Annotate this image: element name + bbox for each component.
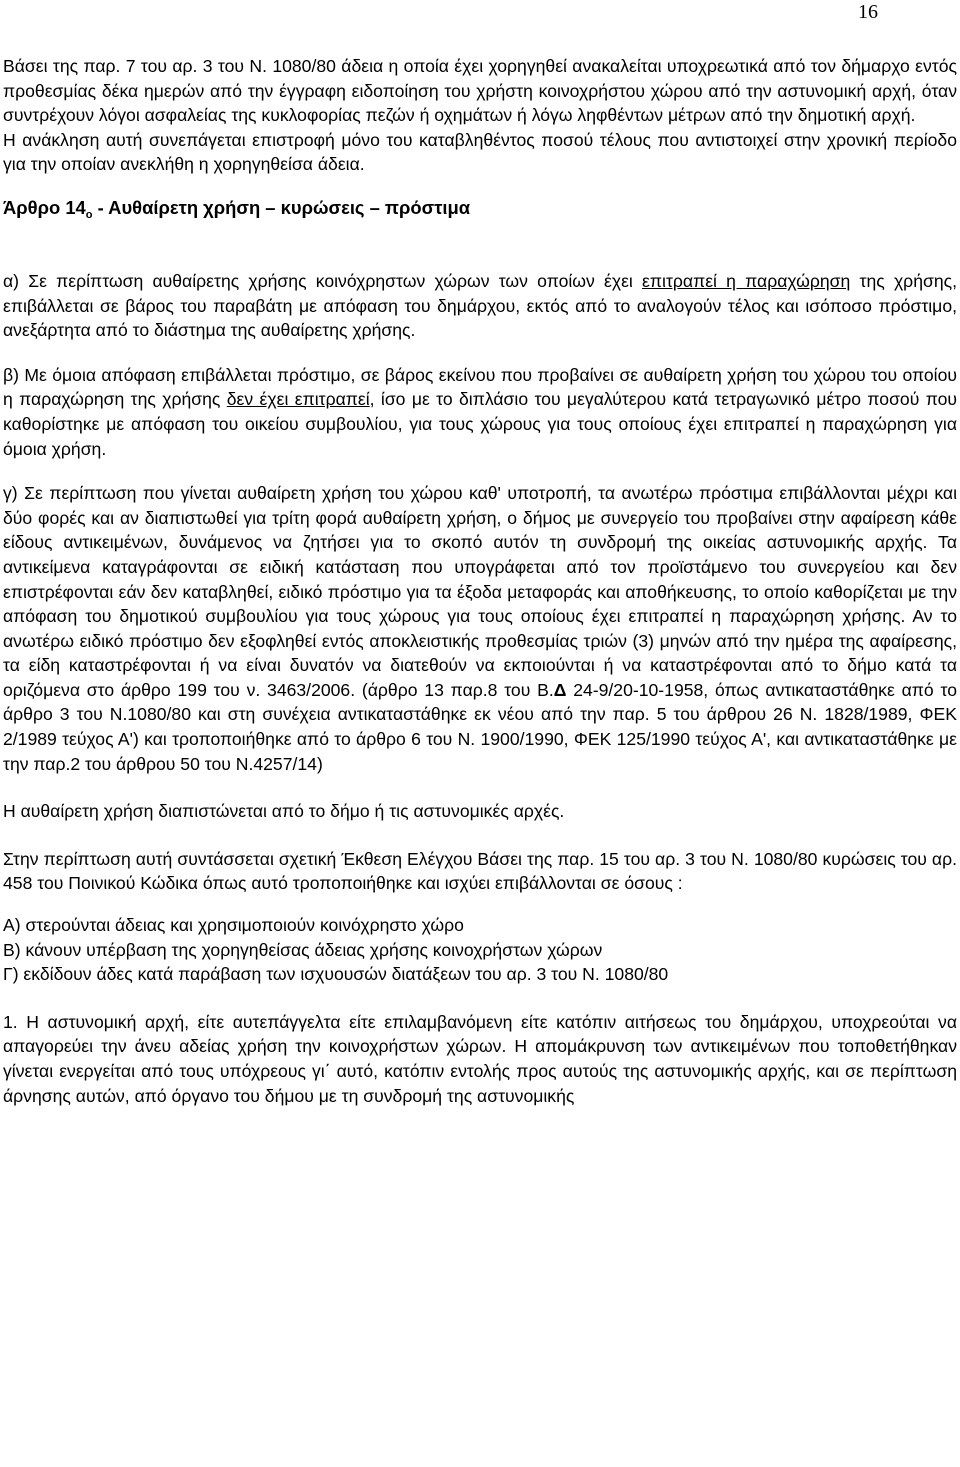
article-heading	[3, 195, 957, 224]
paragraph-b	[3, 363, 957, 461]
article-heading-title: - Αυθαίρετη χρήση – κυρώσεις – πρόστιμα	[92, 196, 471, 218]
paragraph-c-bold: Δ	[553, 679, 567, 700]
paragraph-d: Η αυθαίρετη χρήση διαπιστώνεται από το δήμο ή τις αστυνομικές αρχές.	[3, 801, 565, 822]
numbered-item-1: 1. Η αστυνομική αρχή, είτε αυτεπάγγελτα είτε επιλαμβανόμενη είτε κατόπιν αιτήσεως του δημάρχου, υποχρεούται να απαγορεύει την άνευ αδείας χρήση την κοινοχρήστων χώρων. Η απομάκρυνση των αντικειμένων που τοποθετήθηκαν γίνεται ενεργείται από τους υπόχρεους γι΄ αυτό, κατόπιν εντολής προς αυτούς της αστυνομικής αρχής, και σε περίπτωση άρνησης αυτών, από όργανο του δήμου με τη συνδρομή της αστυνομικής	[3, 1011, 957, 1106]
list-item: Β) κάνουν υπέρβαση της χορηγηθείσας άδειας χρήσης κοινοχρήστων χώρων	[3, 939, 603, 960]
paragraph-a-underlined: επιτραπεί η παραχώρηση	[642, 270, 851, 291]
paragraph-b-text-end: , ίσο με το διπλάσιο του μεγαλύτερου κατά τετραγωνικό μέτρο ποσού που καθορίστηκε με απόφαση του οικείου συμβουλίου, για τους χώρους για τους οποίους έχει επιτραπεί η παραχώρηση για όμοια χρήση.	[3, 389, 957, 459]
article-heading-ordinal: ο	[85, 208, 93, 221]
list-item: Α) στερούνται άδειας και χρησιμοποιούν κοινόχρηστο χώρο	[3, 915, 464, 936]
intro-paragraph-2: Η ανάκληση αυτή συνεπάγεται επιστροφή μόνο του καταβληθέντος ποσού τέλους που αντιστοιχεί στην χρονική περίοδο για την οποίαν ανεκλήθη η χορηγηθείσα άδεια.	[3, 129, 957, 175]
document-body	[3, 54, 957, 1108]
paragraph-a-text: α) Σε περίπτωση αυθαίρετης χρήσης κοινόχρηστων χώρων των οποίων έχει	[3, 270, 643, 291]
paragraph-b-text: β) Με όμοια απόφαση επιβάλλεται πρόστιμο, σε βάρος εκείνου που προβαίνει σε αυθαίρετη χρήση του χώρου του οποίου η παραχώρηση της χρήσης	[3, 364, 957, 410]
paragraph-a-text-end: της χρήσης, επιβάλλεται σε βάρος του παραβάτη με απόφαση του δημάρχου, εκτός από το αναλογούν τέλος και ισόποσο πρόστιμο, ανεξάρτητα από το διάστημα της αυθαίρετης χρήσης.	[3, 270, 957, 341]
list-item: Γ) εκδίδουν άδες κατά παράβαση των ισχυουσών διατάξεων του αρ. 3 του Ν. 1080/80	[3, 964, 669, 985]
article-heading-prefix: Άρθρο 14	[3, 196, 86, 218]
paragraph-c	[3, 481, 957, 776]
paragraph-c-text: γ) Σε περίπτωση που γίνεται αυθαίρετη χρήση του χώρου καθ' υποτροπή, τα ανωτέρω πρόστιμα επιβάλλονται μέχρι και δύο φορές και αν διαπιστωθεί για τρίτη φορά αυθαίρετη χρήση, ο δήμος με συνεργείο του προβαίνει στην αφαίρεση κάθε είδους αντικειμένων, δυνάμενος να ζητήσει για το σκοπό αυτόν τη συνδρομή της οικείας αστυνομικής αρχής. Τα αντικείμενα καταγράφονται σε ειδική κατάσταση που υπογράφεται από τον προϊστάμενο του συνεργείου και δεν επιστρέφονται εάν δεν καταβληθεί, ειδικό πρόστιμο για τα έξοδα μεταφοράς και αποθήκευσης, το οποίο καθορίζεται με την απόφαση του δημοτικού συμβουλίου για τους χώρους για τους οποίους έχει επιτραπεί η παραχώρηση χρήσης. Αν το ανωτέρω ειδικό πρόστιμο δεν εξοφληθεί εντός αποκλειστικής προθεσμίας τριών (3) μηνών από την ημέρα της αφαίρεσης, τα είδη καταστρέφονται ή να είναι δυνατόν να διατεθούν να εκποιούνται ή να καταστρέφονται από το δήμο κατά τα οριζόμενα στο άρθρο 199 του ν. 3463/2006. (άρθρο 13 παρ.8 του Β.	[3, 483, 957, 700]
intro-paragraph-1: Βάσει της παρ. 7 του αρ. 3 του Ν. 1080/80 άδεια η οποία έχει χορηγηθεί ανακαλείται υποχρεωτικά από τον δήμαρχο εντός προθεσμίας δέκα ημερών από την έγγραφη ειδοποίηση του χρήστη κοινοχρήστου χώρου από την αστυνομική αρχή, όταν συντρέχουν λόγοι ασφαλείας της κυκλοφορίας πεζών ή οχημάτων ή λόγω ληφθέντων μέτρων από την δημοτική αρχή.	[3, 56, 957, 126]
paragraph-c-text-end: 24-9/20-10-1958, όπως αντικαταστάθηκε από το άρθρο 3 του Ν.1080/80 και στη συνέχεια αντικαταστάθηκε εκ νέου από την παρ. 5 του άρθρου 26 Ν. 1828/1989, ΦΕΚ 2/1989 τεύχος Α') και τροποποιήθηκε από το άρθρο 6 του Ν. 1900/1990, ΦΕΚ 125/1990 τεύχος Α', και αντικαταστάθηκε με την παρ.2 του άρθρου 50 του Ν.4257/14)	[3, 679, 957, 774]
paragraph-b-underlined: δεν έχει επιτραπεί	[226, 389, 370, 410]
paragraph-e: Στην περίπτωση αυτή συντάσσεται σχετική Έκθεση Ελέγχου Βάσει της παρ. 15 του αρ. 3 του Ν. 1080/80 κυρώσεις του αρ. 458 του Ποινικού Κώδικα όπως αυτό τροποποιήθηκε και ισχύει επιβάλλονται σε όσους :	[3, 848, 957, 894]
page-number: 16	[858, 1, 878, 23]
paragraph-a	[3, 269, 957, 343]
